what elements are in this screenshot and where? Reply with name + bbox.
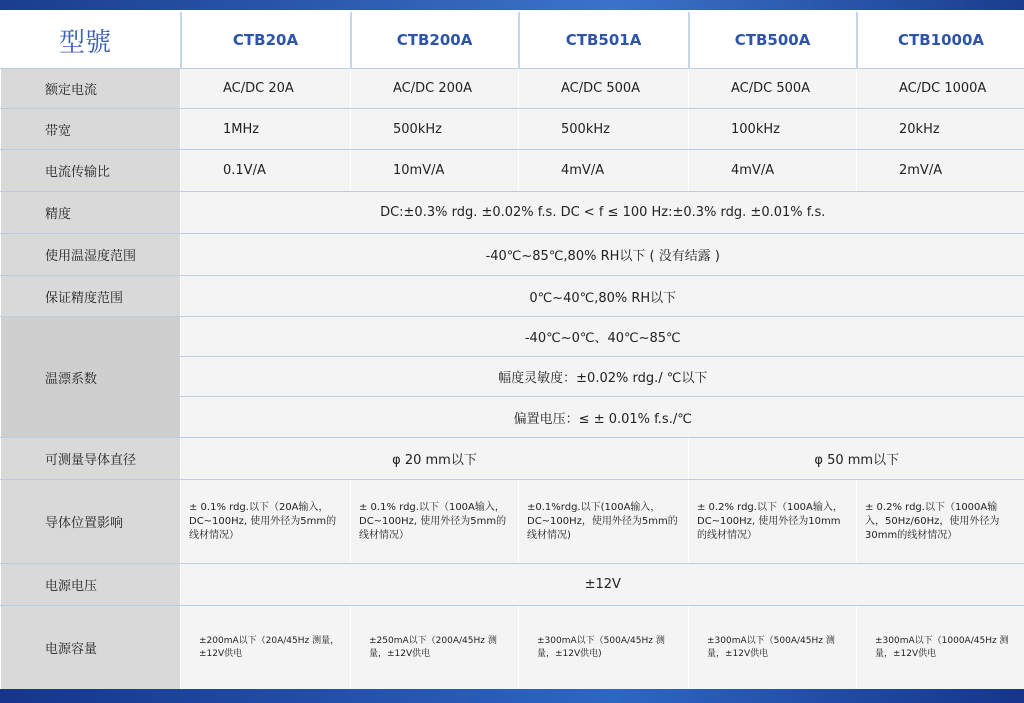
- label-transfer-ratio: 电流传输比: [1, 150, 181, 192]
- operating-temp-value: -40℃~85℃,80% RH以下 ( 没有结露 ): [181, 234, 1024, 276]
- cell: 0.1V/A: [181, 150, 351, 192]
- cell: ±300mA以下（500A/45Hz 测量，±12V供电): [519, 606, 689, 690]
- label-temp-drift: 温漂系数: [1, 317, 181, 438]
- cell: 500kHz: [519, 109, 689, 150]
- row-conductor-diameter: [1, 438, 1024, 480]
- label-supply-voltage: 电源电压: [1, 564, 181, 606]
- cell: 2mV/A: [857, 150, 1024, 192]
- model-ctb501a: CTB501A: [519, 12, 689, 69]
- row-supply-voltage: [1, 564, 1024, 606]
- label-accuracy-range: 保证精度范围: [1, 276, 181, 317]
- row-operating-temp: [1, 234, 1024, 276]
- cell: 4mV/A: [519, 150, 689, 192]
- cell: 10mV/A: [351, 150, 519, 192]
- label-accuracy: 精度: [1, 192, 181, 234]
- cell: ±200mA以下（20A/45Hz 测量，±12V供电: [181, 606, 351, 690]
- drift-range-value: -40℃~0℃、40℃~85℃: [181, 317, 1024, 357]
- cell: 20kHz: [857, 109, 1024, 150]
- drift-sensitivity-value: 幅度灵敏度：±0.02% rdg./ ℃以下: [181, 357, 1024, 397]
- cell: AC/DC 20A: [181, 69, 351, 109]
- diameter-50mm: φ 50 mm以下: [689, 438, 1024, 480]
- label-position-effect: 导体位置影响: [1, 480, 181, 564]
- cell: ±250mA以下（200A/45Hz 测量，±12V供电: [351, 606, 519, 690]
- cell: ±300mA以下（500A/45Hz 测量，±12V供电: [689, 606, 857, 690]
- accuracy-range-value: 0℃~40℃,80% RH以下: [181, 276, 1024, 317]
- row-accuracy-range: [1, 276, 1024, 317]
- model-ctb500a: CTB500A: [689, 12, 857, 69]
- cell: AC/DC 500A: [689, 69, 857, 109]
- row-position-effect: [1, 480, 1024, 564]
- label-bandwidth: 带宽: [1, 109, 181, 150]
- cell: 100kHz: [689, 109, 857, 150]
- cell: AC/DC 500A: [519, 69, 689, 109]
- bottom-accent-bar: [0, 689, 1024, 703]
- header-row: [1, 12, 1024, 69]
- model-title: 型號: [1, 12, 181, 69]
- cell: 4mV/A: [689, 150, 857, 192]
- supply-voltage-value: ±12V: [181, 564, 1024, 606]
- cell: AC/DC 1000A: [857, 69, 1024, 109]
- label-rated-current: 额定电流: [1, 69, 181, 109]
- cell: 500kHz: [351, 109, 519, 150]
- row-transfer-ratio: [1, 150, 1024, 192]
- row-drift-1: [1, 317, 1024, 357]
- cell: 1MHz: [181, 109, 351, 150]
- label-operating-temp: 使用温湿度范围: [1, 234, 181, 276]
- cell: ± 0.1% rdg.以下（20A输入，DC~100Hz, 使用外径为5mm的线材情况）: [181, 480, 351, 564]
- row-accuracy: [1, 192, 1024, 234]
- cell: ± 0.1% rdg.以下（100A输入，DC~100Hz, 使用外径为5mm的线材情况）: [351, 480, 519, 564]
- cell: ± 0.2% rdg.以下（1000A输入，50Hz/60Hz，使用外径为30mm的线材情况）: [857, 480, 1024, 564]
- cell: ±0.1%rdg.以下(100A输入，DC~100Hz，使用外径为5mm的线材情况): [519, 480, 689, 564]
- diameter-20mm: φ 20 mm以下: [181, 438, 689, 480]
- accuracy-value: DC:±0.3% rdg. ±0.02% f.s. DC < f ≤ 100 Hz:±0.3% rdg. ±0.01% f.s.: [181, 192, 1024, 234]
- row-supply-capacity: [1, 606, 1024, 690]
- label-conductor-diameter: 可测量导体直径: [1, 438, 181, 480]
- drift-offset-value: 偏置电压：≤ ± 0.01% f.s./℃: [181, 397, 1024, 438]
- spec-table: [0, 12, 1024, 690]
- model-ctb1000a: CTB1000A: [857, 12, 1024, 69]
- row-rated-current: [1, 69, 1024, 109]
- row-bandwidth: [1, 109, 1024, 150]
- label-supply-capacity: 电源容量: [1, 606, 181, 690]
- model-ctb20a: CTB20A: [181, 12, 351, 69]
- model-ctb200a: CTB200A: [351, 12, 519, 69]
- cell: ± 0.2% rdg.以下（100A输入，DC~100Hz, 使用外径为10mm的线材情况）: [689, 480, 857, 564]
- cell: AC/DC 200A: [351, 69, 519, 109]
- cell: ±300mA以下（1000A/45Hz 测量，±12V供电: [857, 606, 1024, 690]
- top-accent-bar: [0, 0, 1024, 10]
